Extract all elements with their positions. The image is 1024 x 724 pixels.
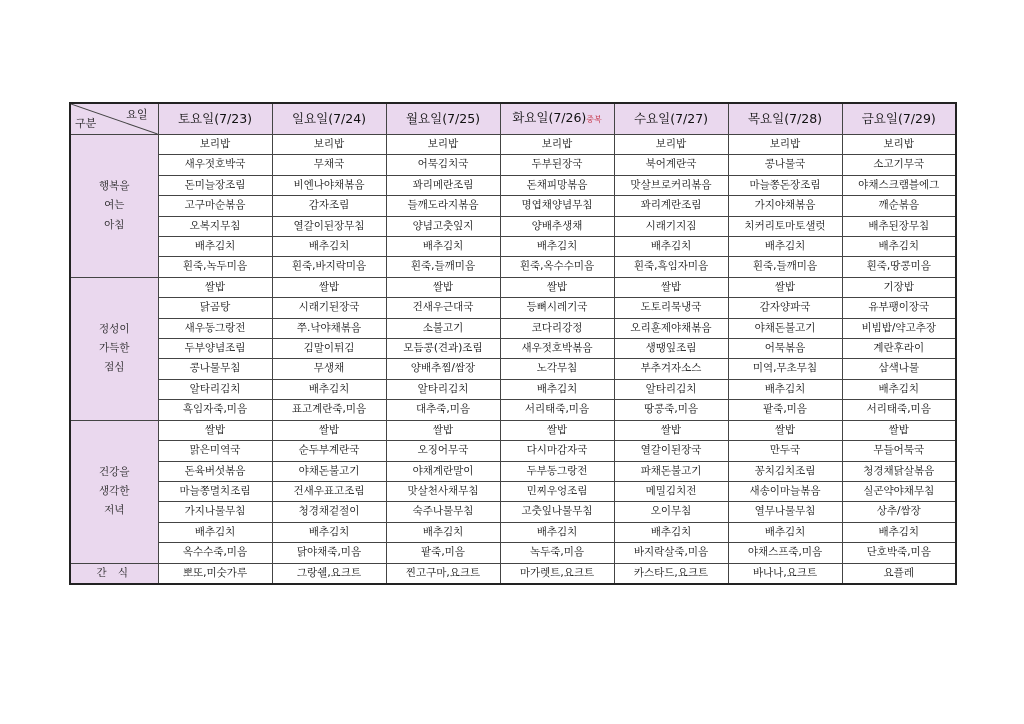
menu-item: 등뼈시레기국 [500,298,614,318]
menu-item: 꽈리계란조림 [614,196,728,216]
snack-row [70,563,956,584]
menu-item: 흰죽,땅콩미음 [842,257,956,277]
menu-item: 오이무침 [614,502,728,522]
menu-item: 옥수수죽,미음 [158,543,272,563]
lunch-row [70,400,956,420]
menu-item: 흰죽,바지락미음 [272,257,386,277]
menu-item: 흰죽,옥수수미음 [500,257,614,277]
menu-item: 땅콩죽,미음 [614,400,728,420]
menu-item: 쌀밥 [500,277,614,297]
day-header: 목요일(7/28) [728,103,842,135]
header-row [70,103,956,135]
lunch-row [70,339,956,359]
menu-item: 고춧잎나물무침 [500,502,614,522]
menu-item: 맛살천사채무침 [386,481,500,501]
menu-item: 새우동그랑전 [158,318,272,338]
meal-label-line: 저녁 [104,504,125,517]
menu-item: 녹두죽,미음 [500,543,614,563]
menu-item: 코다리강정 [500,318,614,338]
menu-item: 두부양념조림 [158,339,272,359]
menu-item: 보리밥 [272,135,386,155]
snack-label: 간 식 [70,563,158,584]
dinner-row [70,441,956,461]
dinner-row [70,502,956,522]
menu-item: 오복지무침 [158,216,272,236]
snack-item: 요플레 [842,563,956,584]
menu-item: 보리밥 [386,135,500,155]
corner-cell [70,103,158,135]
menu-item: 무생채 [272,359,386,379]
menu-item: 닭야채죽,미음 [272,543,386,563]
menu-item: 꽁치김치조림 [728,461,842,481]
menu-item: 김말이튀김 [272,339,386,359]
dinner-row [70,461,956,481]
menu-item: 표고계란죽,미음 [272,400,386,420]
meal-label-line: 아침 [104,218,125,231]
dinner-row [70,481,956,501]
menu-item: 명엽채양념무침 [500,196,614,216]
menu-item: 쌀밥 [158,420,272,440]
menu-item: 열갈이된장무침 [272,216,386,236]
menu-item: 깨순볶음 [842,196,956,216]
meal-label-line: 가득한 [99,342,130,355]
menu-item: 쭈.낙야채볶음 [272,318,386,338]
snack-item: 카스타드,요크트 [614,563,728,584]
menu-item: 상추/쌈장 [842,502,956,522]
menu-item: 삼색나물 [842,359,956,379]
menu-item: 단호박죽,미음 [842,543,956,563]
menu-item: 새우젓호박볶음 [500,339,614,359]
menu-item: 모듬콩(견과)조림 [386,339,500,359]
meal-label-line: 점심 [104,361,125,374]
menu-item: 팥죽,미음 [728,400,842,420]
lunch-row [70,379,956,399]
menu-item: 양배추생채 [500,216,614,236]
menu-item: 오징어무국 [386,441,500,461]
menu-item: 돈육버섯볶음 [158,461,272,481]
menu-item: 야채돈불고기 [272,461,386,481]
special-day-tag: 중복 [586,115,602,125]
menu-item: 쌀밥 [386,277,500,297]
menu-item: 새송이마늘볶음 [728,481,842,501]
menu-item: 쌀밥 [614,420,728,440]
menu-item: 고구마순볶음 [158,196,272,216]
menu-item: 흰죽,흑임자미음 [614,257,728,277]
menu-item: 배추김치 [614,237,728,257]
menu-item: 보리밥 [158,135,272,155]
meal-label-line: 정성이 [99,322,130,335]
menu-item: 배추김치 [386,522,500,542]
day-header: 수요일(7/27) [614,103,728,135]
lunch-row [70,359,956,379]
corner-day-label: 요일 [126,108,148,121]
lunch-row [70,277,956,297]
corner-category-label: 구분 [75,116,97,130]
snack-item: 바나나,요크트 [728,563,842,584]
menu-item: 파채돈불고기 [614,461,728,481]
menu-item: 실곤약야채무침 [842,481,956,501]
menu-item: 보리밥 [842,135,956,155]
menu-item: 메밀김치전 [614,481,728,501]
menu-item: 쌀밥 [386,420,500,440]
menu-item: 두부동그랑전 [500,461,614,481]
menu-item: 노각무침 [500,359,614,379]
day-header: 토요일(7/23) [158,103,272,135]
menu-item: 야채계란말이 [386,461,500,481]
menu-item: 배추김치 [500,237,614,257]
breakfast-row [70,175,956,195]
snack-item: 그랑쉘,요크트 [272,563,386,584]
dinner-label [70,420,158,563]
menu-item: 서리태죽,미음 [500,400,614,420]
menu-item: 만두국 [728,441,842,461]
menu-item: 쌀밥 [614,277,728,297]
breakfast-row [70,216,956,236]
menu-item: 미역,무초무침 [728,359,842,379]
snack-item: 뽀또,미숫가루 [158,563,272,584]
menu-item: 도토리묵냉국 [614,298,728,318]
menu-item: 배추김치 [500,522,614,542]
menu-item: 양념고춧잎지 [386,216,500,236]
menu-item: 보리밥 [500,135,614,155]
menu-item: 건새우근대국 [386,298,500,318]
day-header: 월요일(7/25) [386,103,500,135]
menu-item: 유부팽이장국 [842,298,956,318]
menu-item: 감자양파국 [728,298,842,318]
menu-item: 배추김치 [272,237,386,257]
menu-item: 가지나물무침 [158,502,272,522]
menu-item: 배추김치 [500,379,614,399]
menu-item: 배추김치 [842,379,956,399]
breakfast-row [70,155,956,175]
menu-item: 시래기된장국 [272,298,386,318]
menu-item: 배추김치 [386,237,500,257]
snack-item: 마가렛트,요크트 [500,563,614,584]
meal-label-line: 생각한 [99,484,130,497]
breakfast-label [70,135,158,278]
day-header: 금요일(7/29) [842,103,956,135]
menu-item: 꽈리메란조림 [386,175,500,195]
menu-item: 콩나물국 [728,155,842,175]
lunch-row [70,318,956,338]
menu-item: 민찌우엉조림 [500,481,614,501]
menu-item: 건새우표고조림 [272,481,386,501]
menu-item: 배추김치 [728,379,842,399]
menu-item: 바지락살죽,미음 [614,543,728,563]
meal-label-line: 여는 [104,199,125,212]
menu-item: 알타리김치 [614,379,728,399]
menu-item: 돈채피망볶음 [500,175,614,195]
menu-item: 치커리토마토샐럿 [728,216,842,236]
menu-item: 흰죽,들깨미음 [728,257,842,277]
menu-item: 열무나물무침 [728,502,842,522]
breakfast-row [70,135,956,155]
menu-item: 북어계란국 [614,155,728,175]
menu-item: 알타리김치 [158,379,272,399]
menu-item: 양배추찜/쌈장 [386,359,500,379]
menu-item: 야채돈불고기 [728,318,842,338]
menu-item: 팥죽,미음 [386,543,500,563]
menu-item: 생땡잎조림 [614,339,728,359]
menu-item: 가지야채볶음 [728,196,842,216]
menu-item: 비빔밥/약고추장 [842,318,956,338]
snack-item: 찐고구마,요크트 [386,563,500,584]
menu-item: 무들어묵국 [842,441,956,461]
menu-item: 배추된장무침 [842,216,956,236]
menu-item: 쌀밥 [158,277,272,297]
breakfast-row [70,237,956,257]
menu-item: 청경채겉절이 [272,502,386,522]
weekly-menu-table [69,102,957,585]
menu-item: 알타리김치 [386,379,500,399]
menu-item: 흰죽,녹두미음 [158,257,272,277]
menu-item: 다시마감자국 [500,441,614,461]
menu-item: 새우젓호박국 [158,155,272,175]
menu-item: 콩나물무침 [158,359,272,379]
menu-item: 닭곰탕 [158,298,272,318]
menu-item: 돈미늘장조림 [158,175,272,195]
menu-item: 배추김치 [614,522,728,542]
menu-item: 어묵김치국 [386,155,500,175]
menu-item: 보리밥 [728,135,842,155]
menu-item: 소불고기 [386,318,500,338]
menu-item: 쌀밥 [500,420,614,440]
menu-item: 서리태죽,미음 [842,400,956,420]
menu-item: 어묵볶음 [728,339,842,359]
menu-item: 배추김치 [272,379,386,399]
menu-item: 들깨도라지볶음 [386,196,500,216]
menu-item: 소고기무국 [842,155,956,175]
menu-item: 야채스프죽,미음 [728,543,842,563]
menu-item: 순두부계란국 [272,441,386,461]
meal-label-line: 행복을 [99,179,130,192]
menu-item: 흑임자죽,미음 [158,400,272,420]
menu-item: 보리밥 [614,135,728,155]
menu-item: 배추김치 [158,522,272,542]
menu-item: 쌀밥 [728,277,842,297]
menu-item: 맛살브로커리볶음 [614,175,728,195]
breakfast-row [70,257,956,277]
menu-item: 대추죽,미음 [386,400,500,420]
menu-item: 기장밥 [842,277,956,297]
lunch-label [70,277,158,420]
menu-item: 두부된장국 [500,155,614,175]
menu-item: 쌀밥 [272,277,386,297]
menu-item: 배추김치 [728,237,842,257]
menu-item: 마늘쫑돈장조림 [728,175,842,195]
menu-item: 배추김치 [842,237,956,257]
menu-item: 계란후라이 [842,339,956,359]
menu-item: 쌀밥 [842,420,956,440]
menu-item: 마늘쫑멸치조림 [158,481,272,501]
menu-item: 열갈이된장국 [614,441,728,461]
menu-item: 배추김치 [272,522,386,542]
menu-item: 숙주나물무침 [386,502,500,522]
lunch-row [70,298,956,318]
breakfast-row [70,196,956,216]
menu-item: 배추김치 [842,522,956,542]
menu-body [70,135,956,584]
menu-item: 오리훈제야채볶음 [614,318,728,338]
dinner-row [70,543,956,563]
menu-item: 배추김치 [158,237,272,257]
day-header: 화요일(7/26)중복 [500,103,614,135]
meal-label-line: 건강을 [99,465,130,478]
menu-item: 시래기지짐 [614,216,728,236]
menu-item: 쌀밥 [272,420,386,440]
menu-item: 맑은미역국 [158,441,272,461]
dinner-row [70,420,956,440]
dinner-row [70,522,956,542]
menu-item: 감자조림 [272,196,386,216]
menu-item: 야채스크램블에그 [842,175,956,195]
menu-item: 청경채닭살볶음 [842,461,956,481]
menu-item: 비엔나야채볶음 [272,175,386,195]
day-header: 일요일(7/24) [272,103,386,135]
menu-item: 배추김치 [728,522,842,542]
menu-item: 부추겨자소스 [614,359,728,379]
menu-item: 무채국 [272,155,386,175]
menu-item: 흰죽,들깨미음 [386,257,500,277]
menu-item: 쌀밥 [728,420,842,440]
